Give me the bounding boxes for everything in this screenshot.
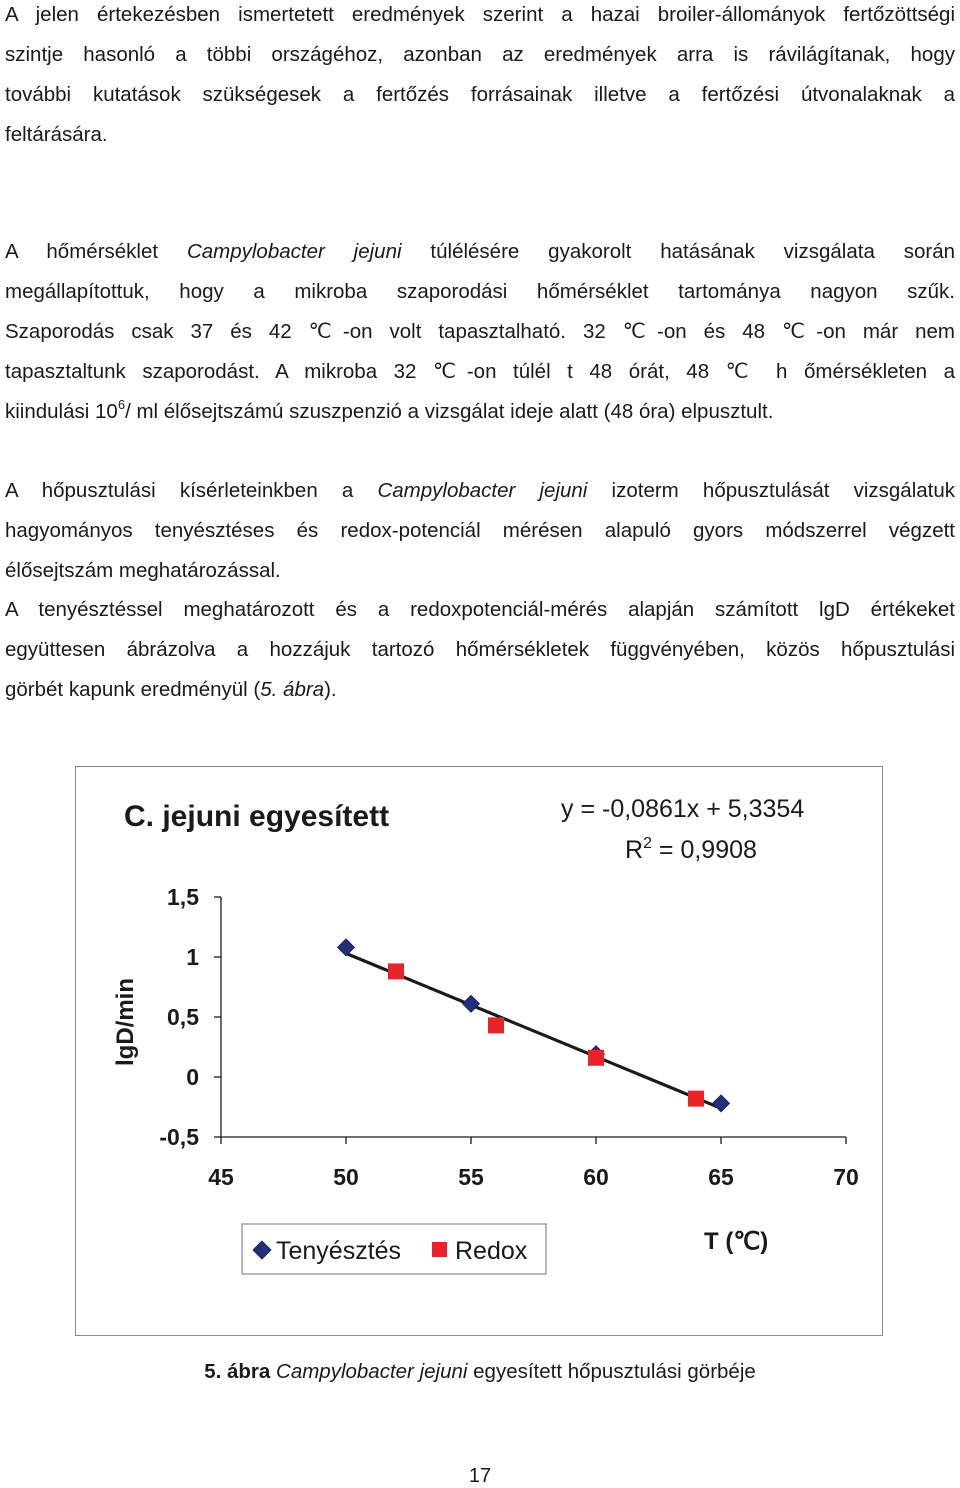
text-line: kiindulási $10^6/$ ml élősejtszámú szuszpenzió a vizsgálat ideje alatt (48 óra) elpusztult. xyxy=(5,397,774,423)
text-line: hagyományos tenyésztéses és redox-potenciál mérésen alapuló gyors módszerrel végzett xyxy=(5,519,955,542)
y-tick-label: 1 xyxy=(186,944,199,970)
data-point-redox xyxy=(688,1091,704,1107)
data-point-redox xyxy=(488,1017,504,1033)
caption-number: 5. ábra xyxy=(204,1360,271,1383)
text-line: feltárására. xyxy=(5,123,108,146)
text-line: Szaporodás csak 37 és 42 ℃-on volt tapasztalható. 32 ℃-on és 48 ℃-on már nem xyxy=(5,320,955,343)
y-tick-label: 0,5 xyxy=(167,1004,199,1030)
caption-text: egyesített hőpusztulási görbéje xyxy=(467,1360,756,1383)
text-line: tapasztaltunk szaporodást. A mikroba 32 ℃-on túlél t 48 órát, 48 ℃ h őmérsékleten a xyxy=(5,360,955,383)
caption-species: Campylobacter jejuni xyxy=(276,1360,468,1383)
y-axis-label: lgD/min xyxy=(112,978,139,1066)
superscript: 6 xyxy=(117,397,126,412)
text-line: szintje hasonló a többi országéhoz, azonban az eredmények arra is rávilágítanak, hogy xyxy=(5,43,955,66)
figure-caption xyxy=(0,1360,960,1384)
x-tick-label: 50 xyxy=(333,1164,359,1190)
text-line: élősejtszám meghatározással. xyxy=(5,559,281,582)
x-tick-label: 70 xyxy=(833,1164,859,1190)
text-line: görbét kapunk eredményül (5. ábra). xyxy=(5,678,337,701)
data-point-tenyesztes xyxy=(338,939,355,956)
legend-label-tenyesztes: Tenyésztés xyxy=(276,1237,402,1265)
legend-label-redox: Redox xyxy=(455,1237,528,1265)
y-tick-label: 1,5 xyxy=(167,884,199,910)
y-tick-label: 0 xyxy=(186,1064,199,1090)
page-number: 17 xyxy=(468,1465,492,1487)
plot-area xyxy=(159,884,858,1190)
text-line: további kutatások szükségesek a fertőzés forrásainak illetve a fertőzési útvonalaknak a xyxy=(5,83,955,106)
paragraph-intro xyxy=(5,0,955,155)
paragraph-temperature xyxy=(5,232,955,432)
data-point-tenyesztes xyxy=(463,995,480,1012)
text-line: A jelen értekezésben ismertetett eredmények szerint a hazai broiler-állományok fertőzöttségi xyxy=(5,3,955,26)
text-line: együttesen ábrázolva a hozzájuk tartozó hőmérsékletek függvényében, közös hőpusztulási xyxy=(5,638,955,661)
x-tick-label: 55 xyxy=(458,1164,484,1190)
x-tick-label: 65 xyxy=(708,1164,734,1190)
paragraph-results xyxy=(5,590,955,710)
text-line: A hőmérséklet Campylobacter jejuni túlélésére gyakorolt hatásának vizsgálata során xyxy=(5,240,955,263)
legend-marker-redox xyxy=(432,1242,447,1257)
figure-frame xyxy=(75,766,883,1336)
x-tick-label: 45 xyxy=(208,1164,234,1190)
figure-reference: 5. ábra xyxy=(260,678,325,701)
x-axis-label: T (℃) xyxy=(704,1228,769,1255)
chart xyxy=(76,767,882,1335)
text-line: A hőpusztulási kísérleteinkben a Campylobacter jejuni izoterm hőpusztulását vizsgálatuk xyxy=(5,479,955,502)
r-squared: $R^2 = 0,9908$ xyxy=(625,835,757,864)
trendline-equation: y = -0,0861x + 5,3354 xyxy=(561,795,805,823)
data-point-redox xyxy=(388,963,404,979)
text-line: megállapítottuk, hogy a mikroba szaporodási hőmérséklet tartománya nagyon szűk. xyxy=(5,280,955,303)
species-name: Campylobacter jejuni xyxy=(186,240,402,263)
x-tick-label: 60 xyxy=(583,1164,609,1190)
data-point-tenyesztes xyxy=(713,1095,730,1112)
species-name: Campylobacter jejuni xyxy=(377,479,588,502)
y-tick-label: -0,5 xyxy=(159,1124,199,1150)
chart-title: C. jejuni egyesített xyxy=(124,800,390,833)
text-line: A tenyésztéssel meghatározott és a redoxpotenciál-mérés alapján számított lgD értékeket xyxy=(5,598,955,621)
paragraph-experiments xyxy=(5,471,955,591)
legend xyxy=(242,1224,546,1274)
data-point-redox xyxy=(588,1050,604,1066)
